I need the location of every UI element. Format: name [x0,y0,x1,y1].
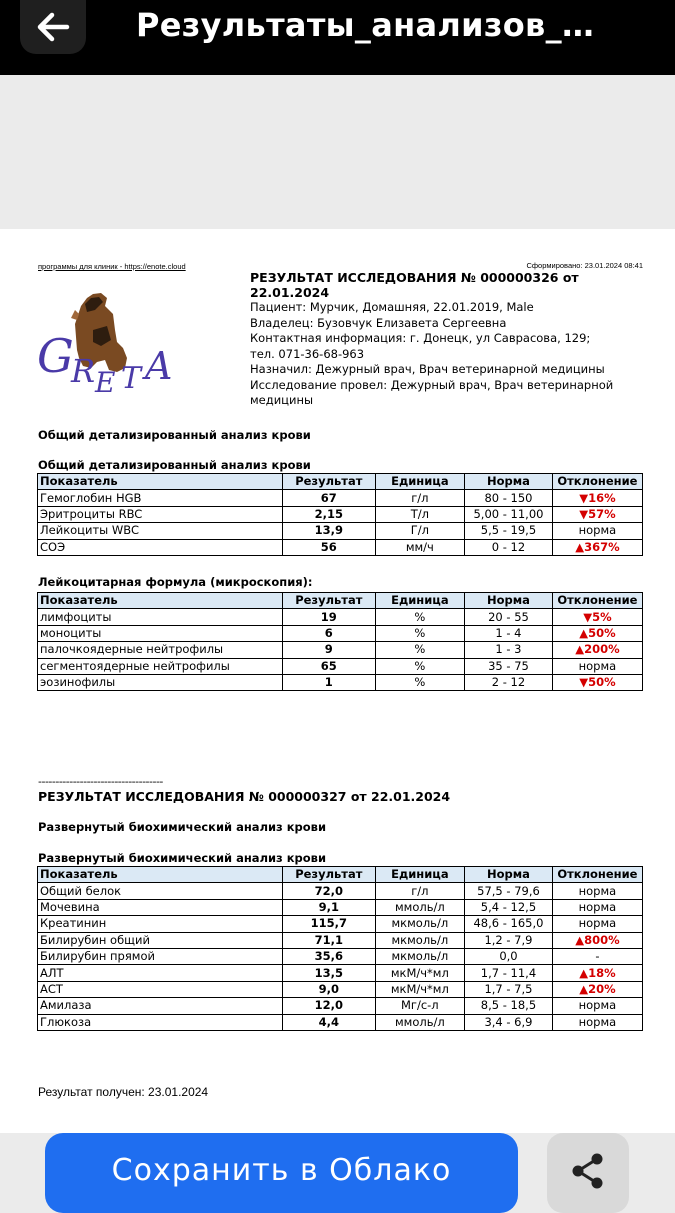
back-button[interactable] [20,0,86,54]
unit-cell: мкМ/ч*мл [375,965,465,981]
result-cell: 1 [283,674,376,690]
column-header: Результат [283,867,376,883]
table-row [38,965,643,981]
table-header-row [38,867,643,883]
report-header [250,270,660,409]
arrow-left-icon [36,12,70,42]
indicator-cell: Лейкоциты WBC [38,523,283,539]
unit-cell: Г/л [375,523,465,539]
deviation-cell: ▼57% [552,506,642,522]
logo-letter-r: R [71,352,96,390]
contacts-line: Контактная информация: г. Донецк, ул Саврасова, 129; [250,331,591,345]
deviation-cell: - [552,948,642,964]
result-cell: 9,1 [283,899,376,915]
report1-title: РЕЗУЛЬТАТ ИССЛЕДОВАНИЯ № 000000326 от 22.01.2024 [250,270,579,300]
table-row [38,981,643,997]
unit-cell: мкмоль/л [375,948,465,964]
table-row [38,998,643,1014]
column-header: Отклонение [552,474,642,490]
site-link[interactable]: программы для клиник - https://enote.cloud [38,262,186,271]
result-cell: 115,7 [283,916,376,932]
document-title: Результаты_анализов_… [136,6,595,44]
section-title-blood: Общий детализированный анализ крови [38,428,311,442]
unit-cell: % [375,609,465,625]
table-row [38,948,643,964]
deviation-cell: норма [552,883,642,899]
deviation-cell: ▲20% [552,981,642,997]
unit-cell: мкмоль/л [375,932,465,948]
table-row [38,523,643,539]
generated-date: Сформировано: 23.01.2024 08:41 [526,261,643,270]
logo-letter-t: T [121,361,142,396]
result-cell: 67 [283,490,376,506]
indicator-cell: Эритроциты RBC [38,506,283,522]
norm-cell: 0 - 12 [465,539,553,555]
indicator-cell: Общий белок [38,883,283,899]
norm-cell: 0,0 [465,948,553,964]
column-header: Норма [465,474,553,490]
deviation-cell: норма [552,523,642,539]
result-cell: 35,6 [283,948,376,964]
deviation-cell: ▼16% [552,490,642,506]
result-cell: 71,1 [283,932,376,948]
unit-cell: Т/л [375,506,465,522]
table1-title: Общий детализированный анализ крови [38,458,311,472]
norm-cell: 48,6 - 165,0 [465,916,553,932]
deviation-cell: норма [552,899,642,915]
save-to-cloud-button[interactable]: Сохранить в Облако [45,1133,518,1213]
unit-cell: % [375,625,465,641]
indicator-cell: сегментоядерные нейтрофилы [38,658,283,674]
blood-table [37,473,643,556]
separator-dashes: ------------------------------------ [38,775,163,788]
deviation-cell: ▲200% [552,642,642,658]
document-page [0,229,675,1133]
table-row [38,899,643,915]
table-row [38,642,643,658]
table-row [38,609,643,625]
performed-line: Исследование провел: Дежурный врач, Врач ветеринарной медицины [250,377,614,407]
result-cell: 19 [283,609,376,625]
result-cell: 12,0 [283,998,376,1014]
indicator-cell: Амилаза [38,998,283,1014]
indicator-cell: палочкоядерные нейтрофилы [38,642,283,658]
indicator-cell: Глюкоза [38,1014,283,1030]
norm-cell: 5,5 - 19,5 [465,523,553,539]
deviation-cell: ▲367% [552,539,642,555]
column-header: Отклонение [552,593,642,609]
indicator-cell: АЛТ [38,965,283,981]
patient-line: Пациент: Мурчик, Домашняя, 22.01.2019, Male [250,300,534,314]
indicator-cell: Креатинин [38,916,283,932]
table3-title: Развернутый биохимический анализ крови [38,851,327,865]
indicator-cell: АСТ [38,981,283,997]
unit-cell: ммоль/л [375,899,465,915]
result-cell: 2,15 [283,506,376,522]
deviation-cell: ▼5% [552,609,642,625]
unit-cell: г/л [375,883,465,899]
result-cell: 6 [283,625,376,641]
biochem-table [37,866,643,1031]
indicator-cell: Билирубин общий [38,932,283,948]
table-header-row [38,474,643,490]
column-header: Показатель [38,867,283,883]
table-row [38,674,643,690]
unit-cell: % [375,642,465,658]
deviation-cell: ▼50% [552,674,642,690]
indicator-cell: лимфоциты [38,609,283,625]
result-cell: 9,0 [283,981,376,997]
deviation-cell: ▲800% [552,932,642,948]
norm-cell: 80 - 150 [465,490,553,506]
owner-line: Владелец: Бузовчук Елизавета Сергеевна [250,315,507,330]
logo-letter-g: G [37,329,74,383]
column-header: Показатель [38,474,283,490]
table-row [38,658,643,674]
indicator-cell: Мочевина [38,899,283,915]
deviation-cell: норма [552,998,642,1014]
unit-cell: % [375,674,465,690]
deviation-cell: ▲50% [552,625,642,641]
column-header: Результат [283,474,376,490]
column-header: Единица [375,867,465,883]
result-cell: 13,5 [283,965,376,981]
result-cell: 9 [283,642,376,658]
norm-cell: 35 - 75 [465,658,553,674]
indicator-cell: Гемоглобин HGB [38,490,283,506]
indicator-cell: Билирубин прямой [38,948,283,964]
norm-cell: 1,7 - 7,5 [465,981,553,997]
deviation-cell: норма [552,658,642,674]
logo-letter-a: A [145,344,173,388]
unit-cell: г/л [375,490,465,506]
share-button[interactable] [547,1133,629,1213]
report2-title: РЕЗУЛЬТАТ ИССЛЕДОВАНИЯ № 000000327 от 22.01.2024 [38,789,451,804]
deviation-cell: ▲18% [552,965,642,981]
unit-cell: мм/ч [375,539,465,555]
unit-cell: % [375,658,465,674]
column-header: Единица [375,593,465,609]
result-cell: 72,0 [283,883,376,899]
unit-cell: Мг/с-л [375,998,465,1014]
indicator-cell: СОЭ [38,539,283,555]
unit-cell: мкМ/ч*мл [375,981,465,997]
norm-cell: 1 - 3 [465,642,553,658]
table-row [38,916,643,932]
logo-letter-e: E [95,366,116,399]
share-icon [568,1151,608,1191]
result-cell: 13,9 [283,523,376,539]
norm-cell: 5,00 - 11,00 [465,506,553,522]
table-row [38,539,643,555]
table-row [38,932,643,948]
top-app-bar [0,0,675,75]
indicator-cell: моноциты [38,625,283,641]
column-header: Результат [283,593,376,609]
phone-line: тел. 071-36-68-963 [250,346,365,361]
norm-cell: 3,4 - 6,9 [465,1014,553,1030]
result-cell: 56 [283,539,376,555]
table-header-row [38,593,643,609]
norm-cell: 1 - 4 [465,625,553,641]
indicator-cell: эозинофилы [38,674,283,690]
norm-cell: 1,7 - 11,4 [465,965,553,981]
clinic-logo [35,284,185,404]
deviation-cell: норма [552,1014,642,1030]
norm-cell: 2 - 12 [465,674,553,690]
unit-cell: мкмоль/л [375,916,465,932]
table-row [38,883,643,899]
column-header: Единица [375,474,465,490]
column-header: Норма [465,593,553,609]
column-header: Норма [465,867,553,883]
deviation-cell: норма [552,916,642,932]
norm-cell: 5,4 - 12,5 [465,899,553,915]
leukocyte-table [37,592,643,691]
table-row [38,1014,643,1030]
unit-cell: ммоль/л [375,1014,465,1030]
result-cell: 65 [283,658,376,674]
section-title-leukocyte: Лейкоцитарная формула (микроскопия): [38,575,313,589]
result-cell: 4,4 [283,1014,376,1030]
norm-cell: 8,5 - 18,5 [465,998,553,1014]
norm-cell: 20 - 55 [465,609,553,625]
column-header: Отклонение [552,867,642,883]
section-title-biochem: Развернутый биохимический анализ крови [38,820,327,834]
table-row [38,625,643,641]
norm-cell: 1,2 - 7,9 [465,932,553,948]
column-header: Показатель [38,593,283,609]
table-row [38,506,643,522]
assigned-line: Назначил: Дежурный врач, Врач ветеринарной медицины [250,362,605,376]
table-row [38,490,643,506]
result-received: Результат получен: 23.01.2024 [38,1085,209,1099]
norm-cell: 57,5 - 79,6 [465,883,553,899]
